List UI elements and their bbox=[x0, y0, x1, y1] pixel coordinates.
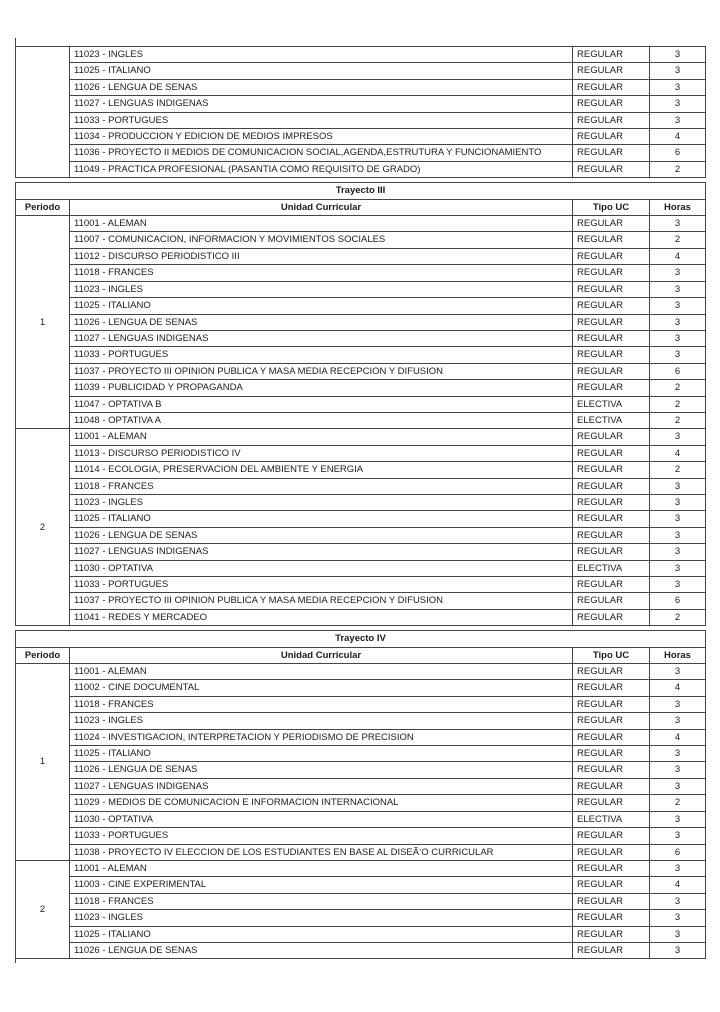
periodo-cell: 2 bbox=[16, 429, 70, 626]
horas-cell: 3 bbox=[650, 314, 706, 330]
horas-cell: 6 bbox=[650, 593, 706, 609]
table-row bbox=[16, 330, 706, 346]
page-break-border-stub-top bbox=[15, 38, 16, 46]
tipo-uc-cell: REGULAR bbox=[573, 593, 650, 609]
horas-cell: 3 bbox=[650, 544, 706, 560]
page-break-border-stub-bottom bbox=[15, 959, 16, 963]
tipo-uc-cell: REGULAR bbox=[573, 828, 650, 844]
table-row bbox=[16, 844, 706, 860]
unidad-curricular-cell: 11037 - PROYECTO III OPINION PUBLICA Y MASA MEDIA RECEPCION Y DIFUSION bbox=[70, 593, 573, 609]
tipo-uc-cell: REGULAR bbox=[573, 129, 650, 145]
table-row bbox=[16, 96, 706, 112]
tipo-uc-cell: REGULAR bbox=[573, 314, 650, 330]
column-header-tipo-uc: Tipo UC bbox=[573, 199, 650, 215]
table-row bbox=[16, 429, 706, 445]
unidad-curricular-cell: 11026 - LENGUA DE SENAS bbox=[70, 79, 573, 95]
page-content bbox=[15, 46, 705, 963]
table-row bbox=[16, 396, 706, 412]
tipo-uc-cell: REGULAR bbox=[573, 248, 650, 264]
column-header-tipo-uc: Tipo UC bbox=[573, 647, 650, 663]
table-row bbox=[16, 926, 706, 942]
unidad-curricular-cell: 11033 - PORTUGUES bbox=[70, 828, 573, 844]
unidad-curricular-cell: 11033 - PORTUGUES bbox=[70, 577, 573, 593]
horas-cell: 6 bbox=[650, 844, 706, 860]
tipo-uc-cell: REGULAR bbox=[573, 96, 650, 112]
unidad-curricular-cell: 11025 - ITALIANO bbox=[70, 926, 573, 942]
tipo-uc-cell: REGULAR bbox=[573, 145, 650, 161]
table-row bbox=[16, 811, 706, 827]
table-header-row bbox=[16, 647, 706, 663]
horas-cell: 2 bbox=[650, 161, 706, 177]
table-title: Trayecto III bbox=[16, 183, 706, 199]
horas-cell: 3 bbox=[650, 347, 706, 363]
column-header-unidad-curricular: Unidad Curricular bbox=[70, 199, 573, 215]
tipo-uc-cell: REGULAR bbox=[573, 544, 650, 560]
unidad-curricular-cell: 11033 - PORTUGUES bbox=[70, 112, 573, 128]
table-row bbox=[16, 412, 706, 428]
unidad-curricular-cell: 11030 - OPTATIVA bbox=[70, 560, 573, 576]
tipo-uc-cell: REGULAR bbox=[573, 462, 650, 478]
horas-cell: 4 bbox=[650, 248, 706, 264]
unidad-curricular-cell: 11025 - ITALIANO bbox=[70, 511, 573, 527]
table-row bbox=[16, 609, 706, 625]
horas-cell: 3 bbox=[650, 778, 706, 794]
periodo-cell: 1 bbox=[16, 216, 70, 429]
tipo-uc-cell: REGULAR bbox=[573, 746, 650, 762]
table-row bbox=[16, 145, 706, 161]
table-row bbox=[16, 216, 706, 232]
periodo-cell: 1 bbox=[16, 664, 70, 861]
table-row bbox=[16, 729, 706, 745]
horas-cell: 3 bbox=[650, 47, 706, 63]
horas-cell: 3 bbox=[650, 577, 706, 593]
horas-cell: 4 bbox=[650, 680, 706, 696]
tipo-uc-cell: REGULAR bbox=[573, 298, 650, 314]
table-row bbox=[16, 363, 706, 379]
horas-cell: 2 bbox=[650, 396, 706, 412]
unidad-curricular-cell: 11027 - LENGUAS INDIGENAS bbox=[70, 778, 573, 794]
horas-cell: 3 bbox=[650, 811, 706, 827]
unidad-curricular-cell: 11026 - LENGUA DE SENAS bbox=[70, 314, 573, 330]
unidad-curricular-cell: 11023 - INGLES bbox=[70, 494, 573, 510]
unidad-curricular-cell: 11012 - DISCURSO PERIODISTICO III bbox=[70, 248, 573, 264]
tipo-uc-cell: REGULAR bbox=[573, 281, 650, 297]
horas-cell: 2 bbox=[650, 462, 706, 478]
unidad-curricular-cell: 11001 - ALEMAN bbox=[70, 664, 573, 680]
tipo-uc-cell: ELECTIVA bbox=[573, 412, 650, 428]
unidad-curricular-cell: 11001 - ALEMAN bbox=[70, 860, 573, 876]
horas-cell: 3 bbox=[650, 527, 706, 543]
unidad-curricular-cell: 11047 - OPTATIVA B bbox=[70, 396, 573, 412]
horas-cell: 3 bbox=[650, 926, 706, 942]
unidad-curricular-cell: 11033 - PORTUGUES bbox=[70, 347, 573, 363]
table-row bbox=[16, 746, 706, 762]
unidad-curricular-cell: 11049 - PRACTICA PROFESIONAL (PASANTIA COMO REQUISITO DE GRADO) bbox=[70, 161, 573, 177]
horas-cell: 2 bbox=[650, 412, 706, 428]
horas-cell: 3 bbox=[650, 560, 706, 576]
horas-cell: 3 bbox=[650, 330, 706, 346]
table-row bbox=[16, 877, 706, 893]
unidad-curricular-cell: 11025 - ITALIANO bbox=[70, 63, 573, 79]
tipo-uc-cell: REGULAR bbox=[573, 527, 650, 543]
unidad-curricular-cell: 11026 - LENGUA DE SENAS bbox=[70, 762, 573, 778]
unidad-curricular-cell: 11001 - ALEMAN bbox=[70, 216, 573, 232]
unidad-curricular-cell: 11013 - DISCURSO PERIODISTICO IV bbox=[70, 445, 573, 461]
unidad-curricular-cell: 11026 - LENGUA DE SENAS bbox=[70, 527, 573, 543]
horas-cell: 3 bbox=[650, 713, 706, 729]
horas-cell: 3 bbox=[650, 696, 706, 712]
tipo-uc-cell: REGULAR bbox=[573, 445, 650, 461]
tipo-uc-cell: REGULAR bbox=[573, 161, 650, 177]
table-row bbox=[16, 942, 706, 958]
unidad-curricular-cell: 11002 - CINE DOCUMENTAL bbox=[70, 680, 573, 696]
tipo-uc-cell: REGULAR bbox=[573, 910, 650, 926]
tipo-uc-cell: REGULAR bbox=[573, 844, 650, 860]
unidad-curricular-cell: 11027 - LENGUAS INDIGENAS bbox=[70, 544, 573, 560]
trayecto-iii-table bbox=[15, 182, 706, 626]
unidad-curricular-cell: 11027 - LENGUAS INDIGENAS bbox=[70, 330, 573, 346]
tipo-uc-cell: REGULAR bbox=[573, 664, 650, 680]
table-row bbox=[16, 63, 706, 79]
tipo-uc-cell: REGULAR bbox=[573, 112, 650, 128]
tipo-uc-cell: REGULAR bbox=[573, 893, 650, 909]
unidad-curricular-cell: 11023 - INGLES bbox=[70, 47, 573, 63]
unidad-curricular-cell: 11003 - CINE EXPERIMENTAL bbox=[70, 877, 573, 893]
tipo-uc-cell: REGULAR bbox=[573, 380, 650, 396]
table-row bbox=[16, 527, 706, 543]
tipo-uc-cell: REGULAR bbox=[573, 216, 650, 232]
tipo-uc-cell: REGULAR bbox=[573, 511, 650, 527]
table-row bbox=[16, 680, 706, 696]
table-row bbox=[16, 893, 706, 909]
unidad-curricular-cell: 11018 - FRANCES bbox=[70, 265, 573, 281]
horas-cell: 3 bbox=[650, 298, 706, 314]
table-title-row bbox=[16, 183, 706, 199]
column-header-unidad-curricular: Unidad Curricular bbox=[70, 647, 573, 663]
table-row bbox=[16, 860, 706, 876]
table-row bbox=[16, 560, 706, 576]
table-row bbox=[16, 129, 706, 145]
table-header-row bbox=[16, 199, 706, 215]
unidad-curricular-cell: 11039 - PUBLICIDAD Y PROPAGANDA bbox=[70, 380, 573, 396]
tipo-uc-cell: REGULAR bbox=[573, 577, 650, 593]
tipo-uc-cell: REGULAR bbox=[573, 926, 650, 942]
tipo-uc-cell: REGULAR bbox=[573, 778, 650, 794]
horas-cell: 3 bbox=[650, 746, 706, 762]
unidad-curricular-cell: 11041 - REDES Y MERCADEO bbox=[70, 609, 573, 625]
tipo-uc-cell: REGULAR bbox=[573, 860, 650, 876]
horas-cell: 3 bbox=[650, 664, 706, 680]
table-row bbox=[16, 664, 706, 680]
tipo-uc-cell: REGULAR bbox=[573, 63, 650, 79]
periodo-cell bbox=[16, 47, 70, 178]
horas-cell: 4 bbox=[650, 445, 706, 461]
tipo-uc-cell: ELECTIVA bbox=[573, 396, 650, 412]
horas-cell: 4 bbox=[650, 729, 706, 745]
table-row bbox=[16, 696, 706, 712]
table-row bbox=[16, 161, 706, 177]
horas-cell: 3 bbox=[650, 762, 706, 778]
horas-cell: 3 bbox=[650, 910, 706, 926]
horas-cell: 3 bbox=[650, 112, 706, 128]
table-row bbox=[16, 713, 706, 729]
column-header-periodo: Periodo bbox=[16, 199, 70, 215]
unidad-curricular-cell: 11018 - FRANCES bbox=[70, 893, 573, 909]
unidad-curricular-cell: 11023 - INGLES bbox=[70, 713, 573, 729]
table-row bbox=[16, 248, 706, 264]
horas-cell: 3 bbox=[650, 494, 706, 510]
table-row bbox=[16, 314, 706, 330]
column-header-periodo: Periodo bbox=[16, 647, 70, 663]
unidad-curricular-cell: 11023 - INGLES bbox=[70, 910, 573, 926]
unidad-curricular-cell: 11025 - ITALIANO bbox=[70, 298, 573, 314]
table-row bbox=[16, 347, 706, 363]
horas-cell: 3 bbox=[650, 429, 706, 445]
horas-cell: 3 bbox=[650, 96, 706, 112]
tipo-uc-cell: REGULAR bbox=[573, 696, 650, 712]
horas-cell: 3 bbox=[650, 281, 706, 297]
horas-cell: 3 bbox=[650, 265, 706, 281]
unidad-curricular-cell: 11007 - COMUNICACION, INFORMACION Y MOVIMIENTOS SOCIALES bbox=[70, 232, 573, 248]
tipo-uc-cell: ELECTIVA bbox=[573, 811, 650, 827]
tipo-uc-cell: REGULAR bbox=[573, 680, 650, 696]
table-row bbox=[16, 511, 706, 527]
table-row bbox=[16, 112, 706, 128]
unidad-curricular-cell: 11018 - FRANCES bbox=[70, 696, 573, 712]
table-row bbox=[16, 577, 706, 593]
tipo-uc-cell: REGULAR bbox=[573, 713, 650, 729]
table-row bbox=[16, 544, 706, 560]
unidad-curricular-cell: 11014 - ECOLOGIA, PRESERVACION DEL AMBIENTE Y ENERGIA bbox=[70, 462, 573, 478]
horas-cell: 3 bbox=[650, 860, 706, 876]
tipo-uc-cell: REGULAR bbox=[573, 347, 650, 363]
horas-cell: 3 bbox=[650, 828, 706, 844]
horas-cell: 4 bbox=[650, 129, 706, 145]
tipo-uc-cell: REGULAR bbox=[573, 265, 650, 281]
horas-cell: 3 bbox=[650, 942, 706, 958]
tipo-uc-cell: REGULAR bbox=[573, 494, 650, 510]
unidad-curricular-cell: 11030 - OPTATIVA bbox=[70, 811, 573, 827]
table-row bbox=[16, 232, 706, 248]
horas-cell: 6 bbox=[650, 363, 706, 379]
table-row bbox=[16, 762, 706, 778]
table-row bbox=[16, 380, 706, 396]
table-row bbox=[16, 47, 706, 63]
horas-cell: 3 bbox=[650, 893, 706, 909]
table-row bbox=[16, 445, 706, 461]
tipo-uc-cell: REGULAR bbox=[573, 942, 650, 958]
unidad-curricular-cell: 11034 - PRODUCCION Y EDICION DE MEDIOS IMPRESOS bbox=[70, 129, 573, 145]
table-title: Trayecto IV bbox=[16, 631, 706, 647]
unidad-curricular-cell: 11038 - PROYECTO IV ELECCION DE LOS ESTUDIANTES EN BASE AL DISEÃ‘O CURRICULAR bbox=[70, 844, 573, 860]
unidad-curricular-cell: 11026 - LENGUA DE SENAS bbox=[70, 942, 573, 958]
horas-cell: 3 bbox=[650, 511, 706, 527]
column-header-horas: Horas bbox=[650, 199, 706, 215]
tipo-uc-cell: REGULAR bbox=[573, 429, 650, 445]
horas-cell: 3 bbox=[650, 79, 706, 95]
table-row bbox=[16, 265, 706, 281]
tipo-uc-cell: REGULAR bbox=[573, 609, 650, 625]
tipo-uc-cell: ELECTIVA bbox=[573, 560, 650, 576]
tipo-uc-cell: REGULAR bbox=[573, 877, 650, 893]
unidad-curricular-cell: 11037 - PROYECTO III OPINION PUBLICA Y MASA MEDIA RECEPCION Y DIFUSION bbox=[70, 363, 573, 379]
unidad-curricular-cell: 11001 - ALEMAN bbox=[70, 429, 573, 445]
table-row bbox=[16, 593, 706, 609]
table-row bbox=[16, 462, 706, 478]
tipo-uc-cell: REGULAR bbox=[573, 363, 650, 379]
periodo-cell: 2 bbox=[16, 860, 70, 958]
horas-cell: 2 bbox=[650, 609, 706, 625]
tipo-uc-cell: REGULAR bbox=[573, 47, 650, 63]
table-row bbox=[16, 494, 706, 510]
unidad-curricular-cell: 11023 - INGLES bbox=[70, 281, 573, 297]
table-row bbox=[16, 478, 706, 494]
unidad-curricular-cell: 11048 - OPTATIVA A bbox=[70, 412, 573, 428]
table-row bbox=[16, 298, 706, 314]
unidad-curricular-cell: 11027 - LENGUAS INDIGENAS bbox=[70, 96, 573, 112]
table-row bbox=[16, 79, 706, 95]
horas-cell: 3 bbox=[650, 478, 706, 494]
tipo-uc-cell: REGULAR bbox=[573, 795, 650, 811]
tipo-uc-cell: REGULAR bbox=[573, 729, 650, 745]
tipo-uc-cell: REGULAR bbox=[573, 79, 650, 95]
unidad-curricular-cell: 11025 - ITALIANO bbox=[70, 746, 573, 762]
horas-cell: 4 bbox=[650, 877, 706, 893]
tipo-uc-cell: REGULAR bbox=[573, 232, 650, 248]
trayecto-iv-table bbox=[15, 630, 706, 959]
horas-cell: 3 bbox=[650, 216, 706, 232]
horas-cell: 2 bbox=[650, 380, 706, 396]
table-row bbox=[16, 778, 706, 794]
horas-cell: 2 bbox=[650, 232, 706, 248]
unidad-curricular-cell: 11018 - FRANCES bbox=[70, 478, 573, 494]
table-row bbox=[16, 910, 706, 926]
horas-cell: 6 bbox=[650, 145, 706, 161]
horas-cell: 3 bbox=[650, 63, 706, 79]
tipo-uc-cell: REGULAR bbox=[573, 478, 650, 494]
horas-cell: 2 bbox=[650, 795, 706, 811]
table-title-row bbox=[16, 631, 706, 647]
unidad-curricular-cell: 11036 - PROYECTO II MEDIOS DE COMUNICACION SOCIAL,AGENDA,ESTRUTURA Y FUNCIONAMIENTO bbox=[70, 145, 573, 161]
tipo-uc-cell: REGULAR bbox=[573, 762, 650, 778]
tipo-uc-cell: REGULAR bbox=[573, 330, 650, 346]
column-header-horas: Horas bbox=[650, 647, 706, 663]
table-row bbox=[16, 281, 706, 297]
unidad-curricular-cell: 11024 - INVESTIGACION, INTERPRETACION Y PERIODISMO DE PRECISION bbox=[70, 729, 573, 745]
trayecto-ii-continuation-table bbox=[15, 46, 706, 178]
unidad-curricular-cell: 11029 - MEDIOS DE COMUNICACION E INFORMACION INTERNACIONAL bbox=[70, 795, 573, 811]
table-row bbox=[16, 795, 706, 811]
table-row bbox=[16, 828, 706, 844]
